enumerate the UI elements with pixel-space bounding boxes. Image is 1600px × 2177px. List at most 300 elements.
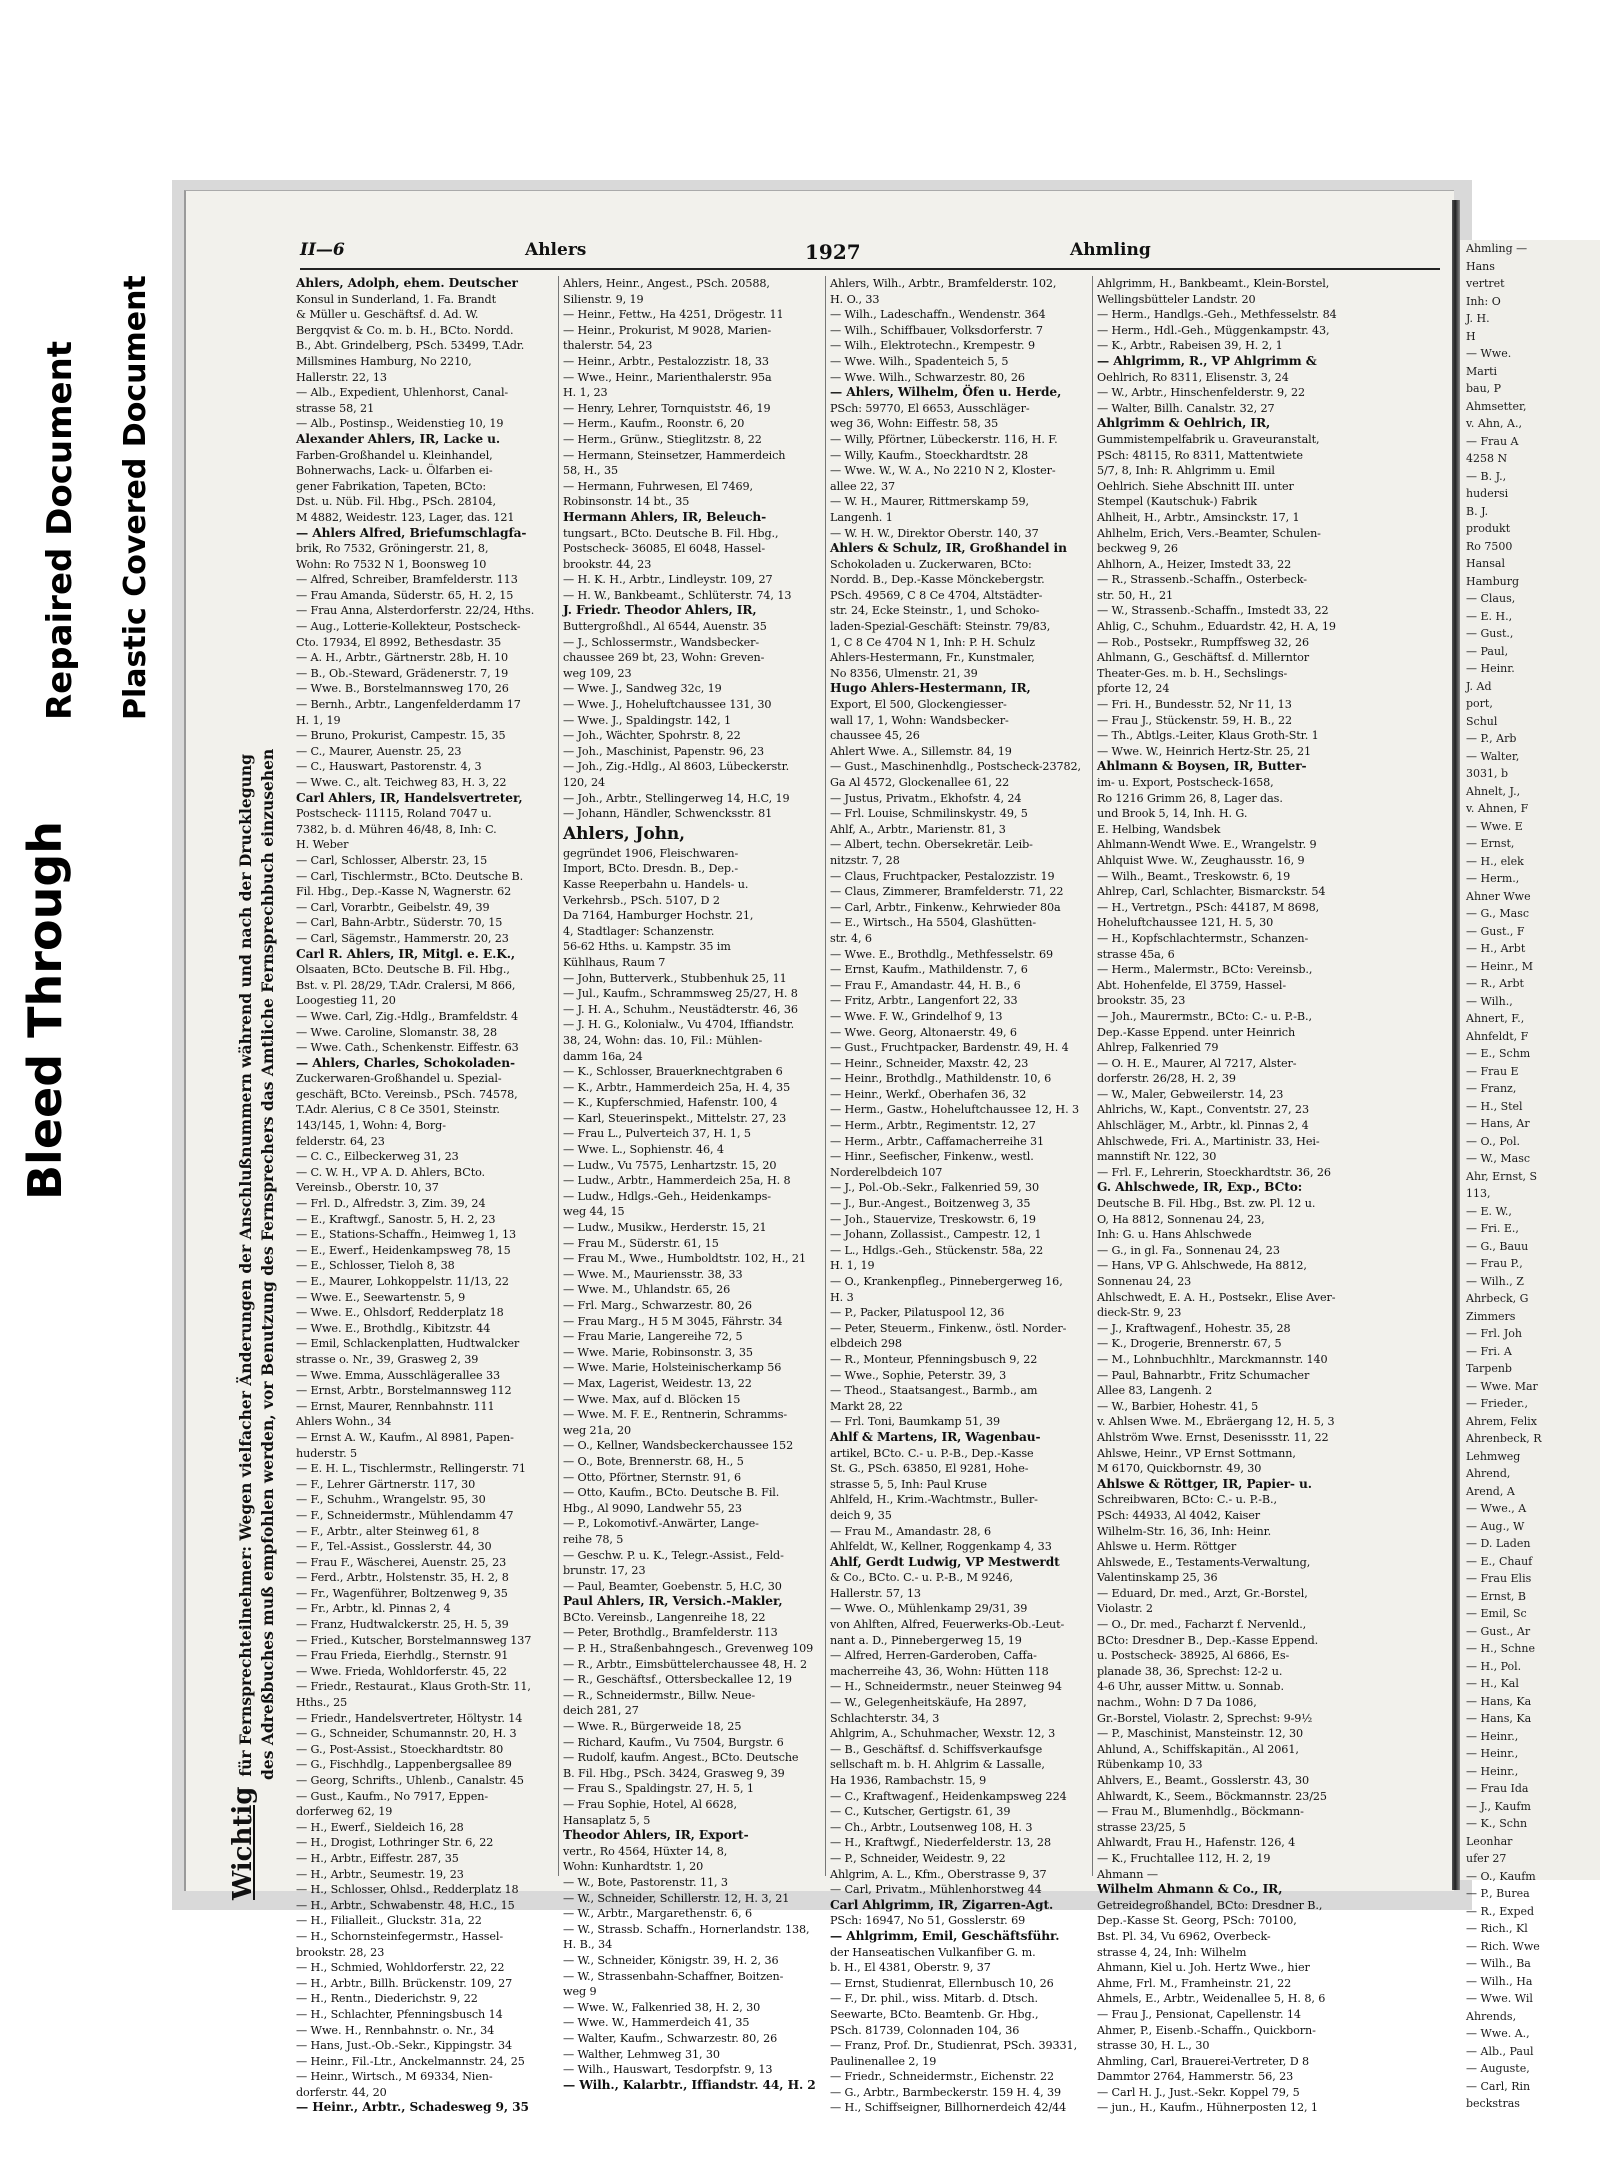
directory-entry: — Frau M., Süderstr. 61, 15 [563, 1236, 719, 1250]
directory-entry: — Hinr., Seefischer, Finkenw., westl. [830, 1150, 1034, 1164]
directory-entry: — Wwe. M., Uhlandstr. 65, 26 [563, 1283, 731, 1297]
directory-entry: — E. H. L., Tischlermstr., Rellingerstr. 71 [296, 1462, 526, 1476]
directory-entry: & Co., BCto. C.- u. P.-B., M 9246, [830, 1571, 1013, 1585]
directory-entry: — Wwe., Heinr., Marienthalerstr. 95a [563, 370, 772, 384]
next-page-line: — Wilh., Ha [1466, 1974, 1533, 1988]
directory-entry: — H., Schmied, Wohldorferstr. 22, 22 [296, 1961, 505, 1975]
directory-entry: Vereinsb., Oberstr. 10, 37 [296, 1181, 439, 1195]
directory-entry: — Jul., Kaufm., Schrammsweg 25/27, H. 8 [563, 987, 798, 1001]
next-page-line: Hamburg [1466, 574, 1520, 588]
directory-entry: dorferweg 62, 19 [296, 1805, 393, 1819]
page-header [300, 240, 1180, 270]
directory-entry: — E., Kraftwgf., Sanostr. 5, H. 2, 23 [296, 1212, 496, 1226]
directory-entry: — Frau Marg., H 5 M 3045, Fährstr. 34 [563, 1314, 783, 1328]
directory-entry: — Frau M., Amandastr. 28, 6 [830, 1524, 992, 1538]
next-page-line: Ahnfeldt, F [1466, 1029, 1529, 1043]
directory-column-4 [1097, 276, 1402, 2115]
next-page-line: Arend, A [1466, 1484, 1515, 1498]
next-page-line: — H., Pol. [1466, 1659, 1522, 1673]
directory-entry: — Wwe. Max, auf d. Blöcken 15 [563, 1392, 741, 1406]
directory-entry: — K., Arbtr., Rabeisen 39, H. 2, 1 [1097, 339, 1283, 353]
directory-entry: weg 44, 15 [563, 1205, 625, 1219]
directory-entry: Ahlquist Wwe. W., Zeughausstr. 16, 9 [1097, 853, 1305, 867]
next-page-line: — Heinr., [1466, 1747, 1519, 1760]
next-page-line: v. Ahnen, F [1466, 802, 1529, 815]
directory-entry: G. Ahlschwede, IR, Exp., BCto: [1097, 1180, 1303, 1195]
directory-entry: — K., Schlosser, Brauerknechtgraben 6 [563, 1065, 783, 1079]
directory-entry: — H., Ewerf., Sieldeich 16, 28 [296, 1820, 464, 1834]
directory-entry: — Carl, Sägemstr., Hammerstr. 20, 23 [296, 931, 509, 945]
header-left-word: Ahlers [525, 240, 587, 260]
directory-entry: — Ludw., Hdlgs.-Geh., Heidenkamps- [563, 1189, 771, 1203]
directory-entry: — G., in gl. Fa., Sonnenau 24, 23 [1097, 1243, 1280, 1257]
directory-entry: Norderelbdeich 107 [830, 1165, 943, 1179]
directory-entry: H. 1, 19 [296, 713, 341, 727]
directory-entry: Dep.-Kasse Eppend. unter Heinrich [1097, 1025, 1296, 1039]
directory-entry: deich 281, 27 [563, 1704, 639, 1718]
directory-entry: — Wilh., Beamt., Treskowstr. 6, 19 [1097, 869, 1291, 883]
directory-entry: — Geschw. P. u. K., Telegr.-Assist., Feld- [563, 1548, 784, 1562]
next-page-line: — H., elek [1466, 854, 1524, 868]
directory-entry: — R., Geschäftsf., Ottersbeckallee 12, 19 [563, 1673, 792, 1687]
directory-entry: thalerstr. 54, 23 [563, 339, 653, 353]
directory-entry: — Wwe. L., Sophienstr. 46, 4 [563, 1143, 724, 1157]
directory-entry: — Albert, techn. Obersekretär. Leib- [830, 838, 1033, 852]
directory-entry: Ahlmann & Boysen, IR, Butter- [1097, 759, 1307, 774]
directory-entry: — Richard, Kaufm., Vu 7504, Burgstr. 6 [563, 1735, 784, 1749]
next-page-line: Schul [1466, 714, 1498, 728]
directory-entry: Ahlwardt, Frau H., Hafenstr. 126, 4 [1097, 1836, 1296, 1850]
directory-entry: — Frau Amanda, Süderstr. 65, H. 2, 15 [296, 588, 514, 602]
directory-entry: — Willy, Pförtner, Lübeckerstr. 116, H. F. [830, 432, 1058, 446]
directory-entry: — Wwe. Wilh., Schwarzestr. 80, 26 [830, 370, 1025, 384]
next-page-line: — Wilh., [1466, 994, 1513, 1008]
directory-entry: — Carl, Bahn-Arbtr., Süderstr. 70, 15 [296, 916, 503, 930]
directory-entry: — Ludw., Arbtr., Hammerdeich 25a, H. 8 [563, 1174, 791, 1188]
directory-entry: — Max, Lagerist, Weidestr. 13, 22 [563, 1376, 752, 1390]
directory-entry: weg 9 [563, 1985, 597, 1999]
directory-entry: — Frau F., Amandastr. 44, H. B., 6 [830, 978, 1021, 992]
directory-entry: — Herm., Handlgs.-Geh., Methfesselstr. 84 [1097, 308, 1337, 322]
next-page-line: Zimmers [1466, 1309, 1516, 1323]
directory-entry: — Ludw., Vu 7575, Lenhartzstr. 15, 20 [563, 1158, 777, 1172]
directory-entry: Sonnenau 24, 23 [1097, 1275, 1192, 1288]
directory-entry: — Wwe. E., Brothdlg., Methfesselstr. 69 [830, 947, 1053, 961]
directory-entry: — Heinr., Fettw., Ha 4251, Drögestr. 11 [563, 308, 784, 322]
next-page-line: — Hans, Ar [1466, 1117, 1530, 1130]
header-year: 1927 [805, 240, 861, 264]
directory-entry: — Joh., Zig.-Hdlg., Al 8603, Lübeckerstr. [563, 760, 790, 774]
next-page-line: — G., Bauu [1466, 1239, 1529, 1253]
directory-entry: — O., Bote, Brennerstr. 68, H., 5 [563, 1454, 744, 1468]
directory-entry: Ahlers & Schulz, IR, Großhandel in [830, 541, 1067, 556]
directory-entry: — P. H., Straßenbahngesch., Grevenweg 109 [563, 1642, 814, 1656]
next-page-line: — O., Kaufm [1466, 1869, 1536, 1883]
next-page-line: J. Ad [1466, 679, 1492, 693]
directory-entry: str. 24, Ecke Steinstr., 1, und Schoko- [830, 604, 1040, 618]
directory-entry: Ahmann, Kiel u. Joh. Hertz Wwe., hier [1097, 1961, 1310, 1975]
directory-entry: — Fritz, Arbtr., Langenfort 22, 33 [830, 994, 1018, 1008]
directory-entry: Robinsonstr. 14 bt., 35 [563, 495, 690, 509]
directory-entry: — Herm., Malermstr., BCto: Vereinsb., [1097, 963, 1313, 977]
directory-entry: Carl R. Ahlers, IR, Mitgl. e. E.K., [296, 946, 516, 961]
directory-entry: — Emil, Schlackenplatten, Hudtwalcker [296, 1337, 520, 1351]
directory-entry: — H., Kraftwgf., Niederfelderstr. 13, 28 [830, 1836, 1051, 1850]
directory-entry: Markt 28, 22 [830, 1399, 903, 1413]
directory-entry: — Wilh., Hauswart, Tesdorpfstr. 9, 13 [563, 2063, 773, 2077]
directory-entry: wall 17, 1, Wohn: Wandsbecker- [830, 713, 1009, 727]
directory-entry: — Frl. F., Lehrerin, Stoeckhardtstr. 36, 26 [1097, 1165, 1331, 1179]
directory-entry: — P., Packer, Pilatuspool 12, 36 [830, 1306, 1005, 1320]
directory-entry: str. 50, H., 21 [1097, 588, 1173, 602]
directory-entry: Gummistempelfabrik u. Graveuranstalt, [1097, 432, 1320, 446]
directory-entry: huderstr. 5 [296, 1446, 358, 1460]
directory-entry: — Wwe., Sophie, Peterstr. 39, 3 [830, 1368, 1007, 1382]
column-divider [1092, 276, 1093, 1876]
directory-entry: vertr., Ro 4564, Hüxter 14, 8, [563, 1844, 728, 1858]
directory-entry: — R., Schneidermstr., Billw. Neue- [563, 1688, 756, 1702]
directory-entry: — Ernst, Studienrat, Ellernbusch 10, 26 [830, 1976, 1054, 1990]
directory-entry: 1, C 8 Ce 4704 N 1, Inh: P. H. Schulz [830, 635, 1035, 649]
directory-entry: — W., Maler, Gebweilerstr. 14, 23 [1097, 1087, 1284, 1101]
next-page-line: — Gust., Ar [1466, 1624, 1531, 1638]
directory-entry: dieck-Str. 9, 23 [1097, 1306, 1182, 1320]
directory-entry: Dammtor 2764, Hammerstr. 56, 23 [1097, 2070, 1294, 2084]
directory-entry: Ahlswe u. Herm. Röttger [1097, 1540, 1237, 1554]
next-page-line: — Gust., F [1466, 924, 1525, 938]
next-page-line: Inh: O [1466, 294, 1501, 308]
directory-entry: — H., Schornsteinfegermstr., Hassel- [296, 1929, 504, 1943]
directory-entry: — Hermann, Fuhrwesen, El 7469, [563, 479, 753, 493]
directory-entry: Ahme, Frl. M., Framheinstr. 21, 22 [1097, 1976, 1292, 1990]
directory-entry: — Wwe. Frieda, Wohldorferstr. 45, 22 [296, 1664, 507, 1678]
directory-entry: Ahlgrimm, H., Bankbeamt., Klein-Borstel, [1097, 277, 1330, 290]
directory-entry: Postscheck- 11115, Roland 7047 u. [296, 807, 492, 821]
directory-entry: — Wwe. C., alt. Teichweg 83, H. 3, 22 [296, 776, 507, 789]
directory-entry: — H., Schiffseigner, Billhornerdeich 42/44 [830, 2101, 1067, 2115]
directory-entry: — O. H. E., Maurer, Al 7217, Alster- [1097, 1056, 1297, 1070]
directory-entry: Hallerstr. 22, 13 [296, 370, 387, 384]
directory-entry: Stempel (Kautschuk-) Fabrik [1097, 495, 1257, 509]
directory-entry: chaussee 269 bt, 23, Wohn: Greven- [563, 651, 765, 665]
next-page-line: Ahr, Ernst, S [1466, 1169, 1538, 1183]
directory-entry: strasse 23/25, 5 [1097, 1820, 1186, 1834]
directory-entry: — John, Butterverk., Stubbenhuk 25, 11 [563, 971, 787, 985]
directory-entry: — Wwe. E., Seewartenstr. 5, 9 [296, 1290, 466, 1304]
directory-entry: 58, H., 35 [563, 464, 619, 478]
directory-entry: — Paul, Beamter, Goebenstr. 5, H.C, 30 [563, 1579, 782, 1593]
directory-entry: brik, Ro 7532, Gröningerstr. 21, 8, [296, 542, 489, 556]
directory-entry: — Ch., Arbtr., Loutsenweg 108, H. 3 [830, 1820, 1033, 1834]
directory-entry: Schreibwaren, BCto: C.- u. P.-B., [1097, 1493, 1277, 1507]
directory-entry: Hallerstr. 57, 13 [830, 1586, 921, 1600]
directory-entry: — E., Wirtsch., Ha 5504, Glashütten- [830, 916, 1037, 930]
directory-entry: Theater-Ges. m. b. H., Sechslings- [1097, 666, 1288, 680]
directory-entry: — O., Dr. med., Facharzt f. Nervenld., [1097, 1618, 1307, 1632]
directory-entry: — Walter, Kaufm., Schwarzestr. 80, 26 [563, 2031, 778, 2045]
directory-entry: Abt. Hohenfelde, El 3759, Hassel- [1097, 978, 1287, 992]
directory-entry: strasse 30, H. L., 30 [1097, 2039, 1210, 2053]
directory-column-2 [563, 276, 823, 2092]
directory-entry: — W., Barbier, Hohestr. 41, 5 [1097, 1399, 1259, 1413]
next-page-line: Ahrend, [1466, 1467, 1511, 1480]
next-page-line: Tarpenb [1466, 1362, 1512, 1375]
directory-entry: nant a. D., Pinnebergerweg 15, 19 [830, 1633, 1022, 1647]
directory-entry: — Joh., Maschinist, Papenstr. 96, 23 [563, 744, 765, 758]
directory-entry: brookstr. 35, 23 [1097, 994, 1186, 1008]
directory-entry: Carl Ahlers, IR, Handelsvertreter, [296, 790, 523, 805]
directory-entry: 143/145, 1, Wohn: 4, Borg- [296, 1119, 446, 1133]
directory-entry: — F., Dr. phil., wiss. Mitarb. d. Dtsch. [830, 1992, 1038, 2006]
directory-entry: PSch: 44933, Al 4042, Kaiser [1097, 1508, 1261, 1522]
directory-entry: — Wilh., Schiffbauer, Volksdorferstr. 7 [830, 323, 1043, 337]
directory-entry: — Heinr., Fil.-Ltr., Anckelmannstr. 24, 25 [296, 2054, 525, 2068]
directory-entry: Ahmels, E., Arbtr., Weidenallee 5, H. 8, 6 [1097, 1992, 1326, 2006]
directory-entry: Ahlers Wohn., 34 [296, 1415, 392, 1429]
next-page-line: Ahnert, F., [1466, 1012, 1525, 1025]
directory-entry: felderstr. 64, 23 [296, 1134, 385, 1148]
directory-entry: PSch: 59770, El 6653, Ausschläger- [830, 401, 1030, 415]
directory-entry: — Friedr., Schneidermstr., Eichenstr. 22 [830, 2070, 1055, 2084]
notice-keyword: Wichtig [228, 1786, 258, 1900]
next-page-line: Ahrbeck, G [1466, 1292, 1529, 1305]
directory-entry: Ahlmann-Wendt Wwe. E., Wrangelstr. 9 [1097, 838, 1317, 852]
next-page-line: — R., Arbt [1466, 977, 1524, 990]
directory-entry: — Hermann, Steinsetzer, Hammerdeich [563, 448, 786, 462]
directory-entry: Bergqvist & Co. m. b. H., BCto. Nordd. [296, 323, 514, 337]
directory-entry: Cto. 17934, El 8992, Bethesdastr. 35 [296, 635, 502, 649]
directory-entry: v. Ahlsen Wwe. M., Ebräergang 12, H. 5, 3 [1097, 1415, 1335, 1429]
next-page-line: — O., Pol. [1466, 1134, 1520, 1148]
directory-entry: — Theod., Staatsangest., Barmb., am [830, 1384, 1038, 1398]
directory-entry: — Alfred, Schreiber, Bramfelderstr. 113 [296, 573, 518, 587]
directory-entry: — W. H. W., Direktor Oberstr. 140, 37 [830, 526, 1039, 540]
directory-entry: — Wilh., Ladeschaffn., Wendenstr. 364 [830, 308, 1046, 322]
directory-entry: — J., Kraftwagenf., Hohestr. 35, 28 [1097, 1321, 1291, 1335]
directory-entry: — E., Schlosser, Tieloh 8, 38 [296, 1259, 455, 1273]
next-page-line: — Wwe. Wil [1466, 1992, 1533, 2005]
directory-entry: Ro 1216 Grimm 26, 8, Lager das. [1097, 791, 1283, 805]
directory-entry: Getreidegroßhandel, BCto: Dresdner B., [1097, 1898, 1323, 1912]
next-page-line: produkt [1466, 522, 1511, 535]
directory-entry: — Wwe. J., Hoheluftchaussee 131, 30 [563, 698, 772, 712]
next-page-line: — Auguste, [1466, 2062, 1530, 2075]
directory-entry: Theodor Ahlers, IR, Export- [563, 1828, 749, 1843]
directory-entry: — Johann, Zollassist., Campestr. 12, 1 [830, 1228, 1042, 1242]
directory-entry: Millsmines Hamburg, No 2210, [296, 354, 472, 368]
directory-entry: strasse 5, 5, Inh: Paul Kruse [830, 1477, 987, 1491]
directory-entry: — R., Strassenb.-Schaffn., Osterbeck- [1097, 573, 1307, 587]
directory-entry: Paulinenallee 2, 19 [830, 2054, 937, 2068]
directory-entry: — Carl, Privatm., Mühlenhorstweg 44 [830, 1883, 1042, 1897]
directory-entry: — J. H. G., Kolonialw., Vu 4704, Iffiandstr. [563, 1018, 795, 1032]
next-page-line: — Wwe. Mar [1466, 1379, 1538, 1393]
directory-entry: — W. H., Maurer, Rittmerskamp 59, [830, 495, 1029, 509]
directory-entry: — Ahlers Alfred, Briefumschlagfa- [296, 525, 527, 540]
directory-entry: — Joh., Maurermstr., BCto: C.- u. P.-B., [1097, 1009, 1312, 1023]
directory-entry: — H., Schlosser, Ohlsd., Redderplatz 18 [296, 1883, 519, 1897]
directory-entry: — Ludw., Musikw., Herderstr. 15, 21 [563, 1221, 767, 1235]
directory-entry: — Alb., Postinsp., Weidenstieg 10, 19 [296, 417, 504, 431]
directory-entry: Ahlf, Gerdt Ludwig, VP Mestwerdt [830, 1554, 1060, 1569]
directory-entry: — Willy, Kaufm., Stoeckhardtstr. 28 [830, 448, 1029, 462]
directory-entry: — B., Geschäftsf. d. Schiffsverkaufsge [830, 1742, 1043, 1756]
directory-entry: Buttergroßhdl., Al 6544, Auenstr. 35 [563, 620, 767, 634]
directory-entry: Kühlhaus, Raum 7 [563, 955, 666, 969]
directory-entry: — C., Hauswart, Pastorenstr. 4, 3 [296, 760, 482, 774]
directory-entry: Ahlschläger, M., Arbtr., kl. Pinnas 2, 4 [1097, 1119, 1309, 1133]
directory-entry: Hbg., Al 9090, Landwehr 55, 23 [563, 1501, 742, 1515]
directory-entry: Ahlgrim, A., Schuhmacher, Wexstr. 12, 3 [830, 1727, 1056, 1741]
directory-entry: Wohn: Kunhardtstr. 1, 20 [563, 1860, 704, 1874]
directory-entry: Ahlers-Hestermann, Fr., Kunstmaler, [830, 651, 1035, 665]
directory-entry: — Peter, Steuerm., Finkenw., östl. Norder- [830, 1321, 1067, 1335]
directory-entry: B., Abt. Grindelberg, PSch. 53499, T.Adr. [296, 339, 525, 353]
directory-entry: im- u. Export, Postscheck-1658, [1097, 776, 1274, 789]
directory-entry: — Wwe. J., Spaldingstr. 142, 1 [563, 713, 732, 727]
directory-entry: Ahlrichs, W., Kapt., Conventstr. 27, 23 [1097, 1103, 1309, 1117]
next-page-line: Ahrends, [1466, 2009, 1517, 2023]
directory-entry: — P., Maschinist, Mansteinstr. 12, 30 [1097, 1727, 1304, 1741]
directory-entry: — E., Stations-Schaffn., Heimweg 1, 13 [296, 1228, 517, 1242]
next-page-line: 113, [1466, 1187, 1491, 1200]
directory-entry: — Wwe. Georg, Altonaerstr. 49, 6 [830, 1025, 1017, 1039]
directory-entry: nachm., Wohn: D 7 Da 1086, [1097, 1696, 1257, 1710]
directory-column-3 [830, 276, 1090, 2115]
directory-entry: — Frau Sophie, Hotel, Al 6628, [563, 1798, 737, 1811]
directory-entry: M 6170, Quickbornstr. 49, 30 [1097, 1462, 1262, 1476]
next-page-line: — Wilh., Z [1466, 1274, 1524, 1288]
directory-entry: pforte 12, 24 [1097, 682, 1170, 696]
directory-entry: — Herm., Grünw., Stieglitzstr. 8, 22 [563, 432, 762, 446]
directory-entry: Wilhelm-Str. 16, 36, Inh: Heinr. [1097, 1524, 1272, 1538]
next-page-line: — Wilh., Ba [1466, 1957, 1531, 1970]
directory-entry: — Carl, Tischlermstr., BCto. Deutsche B. [296, 869, 524, 883]
directory-entry: — Hans, VP G. Ahlschwede, Ha 8812, [1097, 1259, 1307, 1273]
directory-entry: Ahlers, Wilh., Arbtr., Bramfelderstr. 102, [830, 277, 1057, 290]
next-page-line: — E. H., [1466, 609, 1513, 623]
directory-entry: Allee 83, Langenh. 2 [1097, 1384, 1213, 1398]
directory-entry: Farben-Großhandel u. Kleinhandel, [296, 448, 493, 462]
directory-entry: Hermann Ahlers, IR, Beleuch- [563, 509, 767, 524]
next-page-line: — Frl. Joh [1466, 1327, 1523, 1340]
directory-entry: — Justus, Privatm., Ekhofstr. 4, 24 [830, 791, 1022, 805]
directory-entry: gener Fabrikation, Tapeten, BCto: [296, 479, 487, 493]
directory-entry: Wellingsbütteler Landstr. 20 [1097, 292, 1256, 306]
directory-entry: — Wwe. Carl, Zig.-Hdlg., Bramfeldstr. 4 [296, 1009, 519, 1023]
next-page-line: — Rich. Wwe [1466, 1939, 1540, 1953]
next-page-line: — Gust., [1466, 627, 1514, 640]
directory-entry: — F., Schneidermstr., Mühlendamm 47 [296, 1508, 514, 1522]
directory-entry: Deutsche B. Fil. Hbg., Bst. zw. Pl. 12 u. [1097, 1197, 1316, 1211]
next-page-line: — Fri. A [1466, 1344, 1512, 1358]
next-page-line: — Ernst, B [1466, 1589, 1527, 1603]
directory-entry: Ahlmann, G., Geschäftsf. d. Millerntor [1097, 651, 1309, 665]
directory-entry: — Frau L., Pulverteich 37, H. 1, 5 [563, 1127, 751, 1141]
directory-entry: — Wwe. J., Sandweg 32c, 19 [563, 682, 722, 696]
directory-entry: — H. K. H., Arbtr., Lindleystr. 109, 27 [563, 573, 773, 587]
directory-entry: reihe 78, 5 [563, 1532, 624, 1546]
directory-entry: Schokoladen u. Zuckerwaren, BCto: [830, 557, 1032, 571]
directory-entry: — H. W., Bankbeamt., Schlüterstr. 74, 13 [563, 588, 792, 602]
next-page-line: — Frieder., [1466, 1397, 1529, 1410]
directory-entry: — G., Post-Assist., Stoeckhardtstr. 80 [296, 1742, 504, 1756]
directory-entry: — W., Bote, Pastorenstr. 11, 3 [563, 1875, 728, 1889]
directory-entry: nitzstr. 7, 28 [830, 853, 900, 867]
directory-entry: — W., Strassb. Schaffn., Hornerlandstr. 138, [563, 1922, 810, 1936]
directory-entry: — Wilh., Elektrotechn., Krempestr. 9 [830, 339, 1035, 353]
directory-entry: — Carl H. J., Just.-Sekr. Koppel 79, 5 [1097, 2085, 1300, 2099]
next-page-line: — Carl, Rin [1466, 2079, 1531, 2093]
directory-entry: — H., Drogist, Lothringer Str. 6, 22 [296, 1836, 494, 1850]
directory-entry: — J., Schlossermstr., Wandsbecker- [563, 635, 760, 649]
directory-entry: Langenh. 1 [830, 510, 893, 524]
directory-entry: Ahmann — [1097, 1867, 1158, 1881]
directory-entry: Ahlfeld, H., Krim.-Wachtmstr., Buller- [830, 1493, 1038, 1507]
directory-entry: — F., Arbtr., alter Steinweg 61, 8 [296, 1524, 480, 1538]
directory-entry: H. 3 [830, 1290, 854, 1304]
side-notice [228, 400, 302, 1900]
directory-entry: — Wilh., Kalarbtr., Iffiandstr. 44, H. 2 [563, 2077, 816, 2092]
next-page-line: v. Ahn, A., [1466, 417, 1522, 430]
next-page-line: — R., Exped [1466, 1904, 1535, 1918]
directory-entry: Hansaplatz 5, 5 [563, 1813, 651, 1827]
directory-entry: — F., Lehrer Gärtnerstr. 117, 30 [296, 1477, 476, 1491]
directory-entry: Ahlfeldt, W., Kellner, Roggenkamp 4, 33 [830, 1540, 1052, 1554]
directory-entry: No 8356, Ulmenstr. 21, 39 [830, 666, 978, 680]
directory-entry: — Henry, Lehrer, Tornquiststr. 46, 19 [563, 401, 771, 415]
directory-entry: PSch: 16947, No 51, Gosslerstr. 69 [830, 1914, 1026, 1928]
directory-entry: Da 7164, Hamburger Hochstr. 21, [563, 909, 754, 923]
directory-entry: — Joh., Wächter, Spohrstr. 8, 22 [563, 729, 741, 743]
directory-entry: weg 36, Wohn: Eiffestr. 58, 35 [830, 417, 999, 431]
page-number: II—6 [300, 240, 345, 260]
directory-entry: dorferstr. 44, 20 [296, 2085, 387, 2099]
notice-line-2: des Adreßbuches muß empfohlen werden, vor Benutzung des Fernsprechers das Amtliche Fernsprechbuch einzusehen [258, 748, 277, 1780]
directory-entry: Hoheluftchaussee 121, H. 5, 30 [1097, 916, 1274, 930]
next-page-line: — Fri. E., [1466, 1222, 1519, 1235]
next-page-line: B. J. [1466, 504, 1489, 518]
directory-entry: — Ahlgrimm, Emil, Geschäftsführ. [830, 1928, 1060, 1943]
directory-entry: — Peter, Brothdlg., Bramfelderstr. 113 [563, 1626, 778, 1640]
directory-entry: — H., Filialleit., Gluckstr. 31a, 22 [296, 1914, 482, 1928]
directory-entry: Ahlert Wwe. A., Sillemstr. 84, 19 [830, 744, 1012, 758]
next-page-line: — H., Schne [1466, 1642, 1535, 1655]
directory-entry: macherreihe 43, 36, Wohn: Hütten 118 [830, 1664, 1049, 1678]
directory-entry: — H., Schlachter, Pfenningsbusch 14 [296, 2007, 503, 2021]
directory-entry: — Aug., Lotterie-Kollekteur, Postscheck- [296, 620, 521, 634]
directory-entry: 38, 24, Wohn: das. 10, Fil.: Mühlen- [563, 1033, 763, 1047]
directory-entry: brookstr. 44, 23 [563, 557, 652, 571]
directory-entry: strasse o. Nr., 39, Grasweg 2, 39 [296, 1352, 479, 1366]
directory-entry: allee 22, 37 [830, 479, 896, 493]
directory-entry: Ahlheit, H., Arbtr., Amsinckstr. 17, 1 [1097, 510, 1300, 524]
directory-entry: — Wwe. Cath., Schenkenstr. Eiffestr. 63 [296, 1041, 519, 1055]
directory-entry: Import, BCto. Dresdn. B., Dep.- [563, 862, 739, 876]
directory-entry: Bst. v. Pl. 28/29, T.Adr. Cralersi, M 866, [296, 978, 516, 992]
directory-entry: BCto: Dresdner B., Dep.-Kasse Eppend. [1097, 1633, 1319, 1647]
directory-entry: — Herm., Hdl.-Geh., Müggenkampstr. 43, [1097, 323, 1330, 337]
directory-entry: Schlachterstr. 34, 3 [830, 1711, 940, 1725]
directory-entry: tungsart., BCto. Deutsche B. Fil. Hbg., [563, 526, 779, 540]
directory-entry: — Rob., Postsekr., Rumpffsweg 32, 26 [1097, 635, 1310, 649]
directory-entry: St. G., PSch. 63850, El 9281, Hohe- [830, 1462, 1029, 1476]
directory-entry: — Otto, Kaufm., BCto. Deutsche B. Fil. [563, 1486, 780, 1500]
next-page-line: Hansal [1466, 557, 1505, 570]
directory-entry: — Frau M., Wwe., Humboldtstr. 102, H., 21 [563, 1252, 806, 1266]
next-page-line: Leonhar [1466, 1834, 1513, 1848]
directory-entry: Ahlig, C., Schuhm., Eduardstr. 42, H. A, 19 [1097, 620, 1336, 634]
